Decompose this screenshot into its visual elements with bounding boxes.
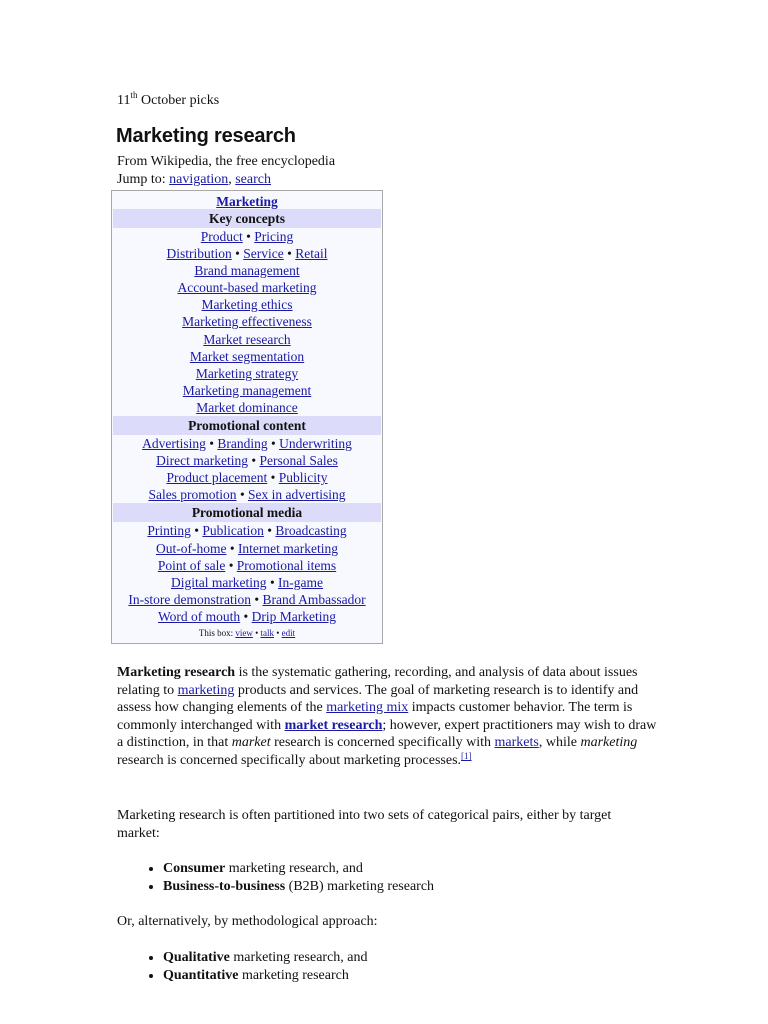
navbox-link[interactable]: Marketing ethics: [201, 297, 293, 313]
list-item-bold: Consumer: [163, 861, 226, 876]
navbox-link[interactable]: Branding: [217, 436, 268, 452]
footer-separator: •: [252, 627, 261, 638]
list-item-text: marketing research, and: [225, 861, 363, 876]
navbox-link[interactable]: Service: [243, 246, 284, 262]
navbox-row: [112, 228, 382, 245]
jump-navigation-link[interactable]: navigation: [169, 172, 229, 187]
jump-comma: ,: [228, 172, 236, 187]
bullet-separator: •: [247, 453, 260, 469]
list-item: [163, 860, 434, 878]
navbox-section-heading: Key concepts: [113, 209, 381, 228]
bullet-separator: •: [240, 608, 252, 624]
navbox-link[interactable]: Distribution: [166, 246, 232, 262]
navbox-link[interactable]: Internet marketing: [237, 540, 339, 556]
navbox-link[interactable]: Product placement: [166, 470, 268, 486]
bullet-separator: •: [205, 436, 218, 452]
navbox-link[interactable]: Out-of-home: [155, 540, 227, 556]
navbox-title-link[interactable]: Marketing: [216, 194, 278, 209]
intro-italic-marketing: marketing: [580, 735, 638, 751]
list-item-text: marketing research, and: [229, 950, 368, 965]
bullet-separator: •: [251, 591, 263, 607]
partition-paragraph: Marketing research is often partitioned into two sets of categorical pairs, either by target market:: [117, 808, 612, 841]
jump-to-line: [117, 172, 271, 188]
navbox-row: [112, 399, 382, 416]
navbox-row: [112, 245, 382, 262]
intro-bold-term: Marketing research: [117, 665, 236, 680]
intro-text: ; however, expert practitioners may wish to draw a distinction, in that: [117, 717, 657, 751]
link-markets[interactable]: markets: [494, 735, 539, 751]
navbox-row: [112, 540, 382, 557]
intro-text: research is concerned specifically about marketing processes.: [117, 752, 462, 768]
navbox-footer-talk-link[interactable]: talk: [260, 627, 274, 638]
picks-line: [117, 90, 220, 109]
navbox-row: [112, 313, 382, 330]
list-item: [163, 949, 368, 967]
navbox-footer-view-link[interactable]: view: [235, 627, 253, 638]
navbox-row: [112, 469, 382, 486]
navbox-footer: [112, 627, 382, 639]
navbox-link[interactable]: Pricing: [254, 229, 294, 244]
bullet-separator: •: [242, 229, 255, 244]
bullet-separator: •: [263, 523, 276, 539]
navbox-link[interactable]: Product: [200, 229, 243, 244]
intro-text: products and services. The goal of marketing research is to identify and assess how changing elements of the: [117, 682, 639, 716]
navbox-link[interactable]: Market segmentation: [189, 348, 305, 364]
navbox-link[interactable]: Direct marketing: [156, 453, 248, 469]
navbox-row: [112, 591, 382, 608]
bullet-separator: •: [267, 470, 279, 486]
list-item: [163, 967, 368, 985]
navbox-link[interactable]: Sales promotion: [148, 487, 237, 503]
method-paragraph: Or, alternatively, by methodological approach:: [117, 914, 378, 929]
navbox-link[interactable]: In-game: [278, 574, 324, 590]
bullet-separator: •: [236, 487, 249, 503]
list-item-text: (B2B) marketing research: [285, 878, 435, 894]
list-item-bold: Quantitative: [163, 967, 239, 983]
method-list: [117, 949, 368, 984]
navbox-link[interactable]: Market research: [203, 331, 291, 347]
navbox-row: [112, 452, 382, 469]
list-item-text: marketing research: [238, 967, 349, 983]
navbox-footer-edit-link[interactable]: edit: [281, 627, 296, 638]
navbox-link[interactable]: Personal Sales: [259, 453, 338, 469]
bullet-separator: •: [226, 540, 238, 556]
intro-text: is the systematic gathering, recording, and analysis of data about issues relating to: [117, 665, 638, 698]
bullet-separator: •: [231, 246, 244, 262]
bullet-separator: •: [267, 436, 280, 452]
navbox-link[interactable]: Drip Marketing: [251, 608, 336, 624]
navbox-link[interactable]: Word of mouth: [158, 608, 241, 624]
intro-text: impacts customer behavior. The term is commonly interchanged with: [117, 700, 633, 733]
navbox-sections: [112, 209, 382, 625]
navbox-link[interactable]: Brand Ambassador: [262, 591, 366, 607]
picks-day: 11: [117, 93, 131, 108]
navbox-row: [112, 279, 382, 296]
navbox-link[interactable]: Market dominance: [196, 399, 298, 415]
navbox-link[interactable]: Digital marketing: [170, 574, 267, 590]
navbox-link[interactable]: Publication: [202, 523, 264, 539]
navbox-row: [112, 608, 382, 625]
navbox-row: [112, 574, 382, 591]
navbox-link[interactable]: Sex in advertising: [248, 487, 346, 503]
reference-link-1[interactable]: [1]: [461, 750, 472, 761]
navbox-link[interactable]: Marketing effectiveness: [182, 314, 312, 330]
marketing-navbox: [111, 190, 383, 644]
intro-paragraph: [117, 664, 657, 770]
target-market-list: [117, 860, 434, 895]
navbox-link[interactable]: Point of sale: [157, 557, 226, 573]
link-marketing-mix[interactable]: marketing mix: [326, 700, 409, 716]
page-title: Marketing research: [116, 125, 296, 147]
navbox-link[interactable]: Marketing management: [182, 382, 312, 398]
navbox-row: [112, 382, 382, 399]
navbox-section-heading: Promotional content: [113, 416, 381, 435]
picks-label: October picks: [137, 93, 220, 108]
navbox-row: [112, 435, 382, 452]
link-marketing[interactable]: marketing: [177, 682, 235, 698]
navbox-link[interactable]: Advertising: [142, 436, 206, 452]
list-item-bold: Qualitative: [163, 950, 230, 965]
navbox-link[interactable]: Broadcasting: [275, 523, 347, 539]
bullet-separator: •: [266, 574, 279, 590]
navbox-link[interactable]: Marketing strategy: [195, 365, 299, 381]
navbox-row: [112, 348, 382, 365]
navbox-row: [112, 262, 382, 279]
navbox-title: [112, 191, 382, 209]
intro-text: research is concerned specifically with: [270, 735, 495, 751]
navbox-row: [112, 331, 382, 348]
navbox-row: [112, 522, 382, 539]
navbox-link[interactable]: In-store demonstration: [128, 591, 251, 607]
navbox-link[interactable]: Brand management: [194, 263, 300, 279]
navbox-section-heading: Promotional media: [113, 503, 381, 522]
navbox-footer-label: This box:: [198, 627, 236, 638]
bullet-separator: •: [190, 523, 203, 539]
link-market-research[interactable]: market research: [284, 717, 383, 733]
navbox-row: [112, 296, 382, 313]
navbox-link[interactable]: Printing: [147, 523, 191, 539]
picks-superscript: th: [130, 90, 138, 100]
list-item: [163, 878, 434, 896]
intro-italic-market: market: [231, 735, 271, 751]
navbox-row: [112, 557, 382, 574]
intro-text: , while: [538, 735, 581, 751]
navbox-link[interactable]: Underwriting: [279, 436, 352, 452]
from-wikipedia: From Wikipedia, the free encyclopedia: [117, 154, 336, 169]
footer-separator: •: [274, 627, 282, 638]
list-item-bold: Business-to-business: [163, 878, 286, 894]
navbox-link[interactable]: Publicity: [278, 470, 328, 486]
bullet-separator: •: [225, 557, 237, 573]
navbox-link[interactable]: Retail: [295, 246, 328, 262]
navbox-link[interactable]: Promotional items: [236, 557, 337, 573]
jump-search-link[interactable]: search: [235, 172, 271, 187]
navbox-link[interactable]: Account-based marketing: [177, 280, 317, 296]
navbox-footer-links: [235, 628, 295, 638]
jump-to-label: Jump to:: [117, 172, 170, 187]
navbox-row: [112, 365, 382, 382]
bullet-separator: •: [283, 246, 296, 262]
navbox-row: [112, 486, 382, 503]
